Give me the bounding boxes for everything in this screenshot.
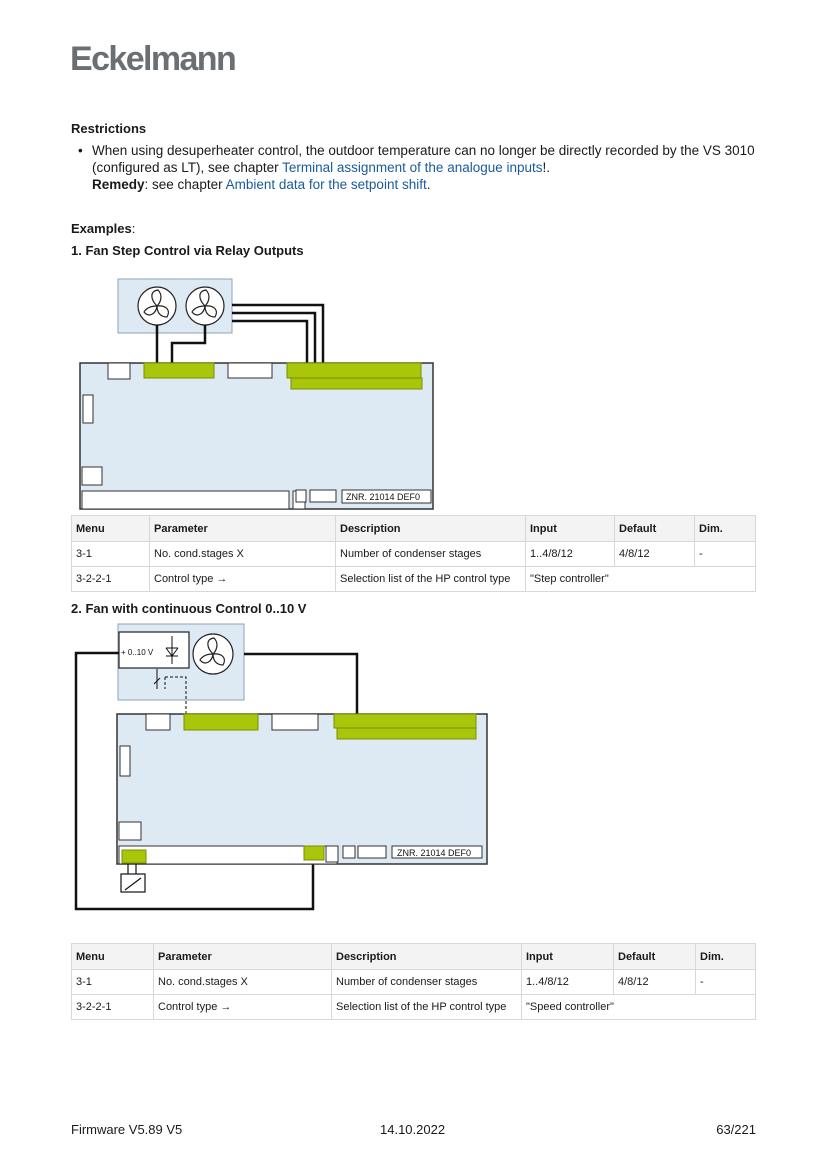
cell-default: 4/8/12: [614, 970, 696, 995]
footer-date: 14.10.2022: [380, 1122, 446, 1137]
header-description: Description: [336, 516, 526, 542]
header-menu: Menu: [72, 944, 154, 970]
cell-default: 4/8/12: [615, 542, 695, 567]
table-row: [72, 970, 756, 995]
table-row: [72, 567, 756, 592]
footer-page-number: 63/221: [716, 1122, 756, 1137]
cell-menu: 3-2-2-1: [72, 995, 154, 1020]
board-label: ZNR. 21014 DEF0: [346, 492, 421, 502]
header-dim: Dim.: [696, 944, 756, 970]
eckelmann-logo: Eckelmann: [70, 40, 236, 78]
fan-continuous-wiring-diagram: [70, 622, 490, 914]
bullet-text-3: .: [426, 177, 431, 192]
restrictions-heading: Restrictions: [71, 121, 147, 136]
restrictions-bullet: [78, 142, 768, 193]
cell-input: 1..4/8/12: [522, 970, 614, 995]
cell-menu: 3-1: [72, 970, 154, 995]
cell-dim: -: [696, 970, 756, 995]
example2-title: 2. Fan with continuous Control 0..10 V: [71, 601, 307, 616]
fan-icon: [193, 634, 233, 674]
bullet-dot: •: [78, 143, 83, 158]
cell-input: "Step controller": [526, 567, 756, 592]
controller-board: [117, 714, 487, 864]
cell-input: 1..4/8/12: [526, 542, 615, 567]
header-input: Input: [522, 944, 614, 970]
link-terminal-assignment[interactable]: Terminal assignment of the analogue inputs: [282, 160, 543, 175]
table-header-row: [72, 944, 756, 970]
controller-board: [80, 363, 433, 509]
sensor-icon: [121, 864, 145, 892]
header-parameter: Parameter: [150, 516, 336, 542]
table-header-row: [72, 516, 756, 542]
cell-menu: 3-1: [72, 542, 150, 567]
fan-step-wiring-diagram: [70, 275, 450, 515]
cell-description: Number of condenser stages: [336, 542, 526, 567]
cell-menu: 3-2-2-1: [72, 567, 150, 592]
cell-parameter: Control type →: [154, 995, 332, 1020]
fan-icon: [186, 287, 224, 325]
board-label: ZNR. 21014 DEF0: [397, 848, 472, 858]
footer-firmware: Firmware V5.89 V5: [71, 1122, 183, 1137]
example1-parameter-table: [71, 515, 756, 592]
header-parameter: Parameter: [154, 944, 332, 970]
bullet-text-1: When using desuperheater control, the outdoor temperature can no longer be directly recorded by the VS 3010 (configured as LT), see chapter: [92, 143, 755, 175]
table-row: [72, 542, 756, 567]
signal-label: + 0..10 V: [121, 648, 154, 657]
cell-dim: -: [695, 542, 756, 567]
fan-icon: [138, 287, 176, 325]
cell-parameter: No. cond.stages X: [150, 542, 336, 567]
example1-title: 1. Fan Step Control via Relay Outputs: [71, 243, 304, 258]
cell-parameter: No. cond.stages X: [154, 970, 332, 995]
examples-label: Examples:: [71, 221, 136, 236]
header-input: Input: [526, 516, 615, 542]
cell-description: Number of condenser stages: [332, 970, 522, 995]
example2-parameter-table: [71, 943, 756, 1020]
cell-description: Selection list of the HP control type: [336, 567, 526, 592]
header-default: Default: [614, 944, 696, 970]
header-default: Default: [615, 516, 695, 542]
header-dim: Dim.: [695, 516, 756, 542]
link-ambient-data[interactable]: Ambient data for the setpoint shift: [225, 177, 427, 192]
header-description: Description: [332, 944, 522, 970]
table-row: [72, 995, 756, 1020]
cell-parameter: Control type →: [150, 567, 336, 592]
remedy-text: : see chapter: [144, 177, 226, 192]
header-menu: Menu: [72, 516, 150, 542]
cell-input: "Speed controller": [522, 995, 756, 1020]
bullet-text-2: !.: [542, 160, 551, 175]
remedy-label: Remedy: [92, 177, 145, 192]
cell-description: Selection list of the HP control type: [332, 995, 522, 1020]
